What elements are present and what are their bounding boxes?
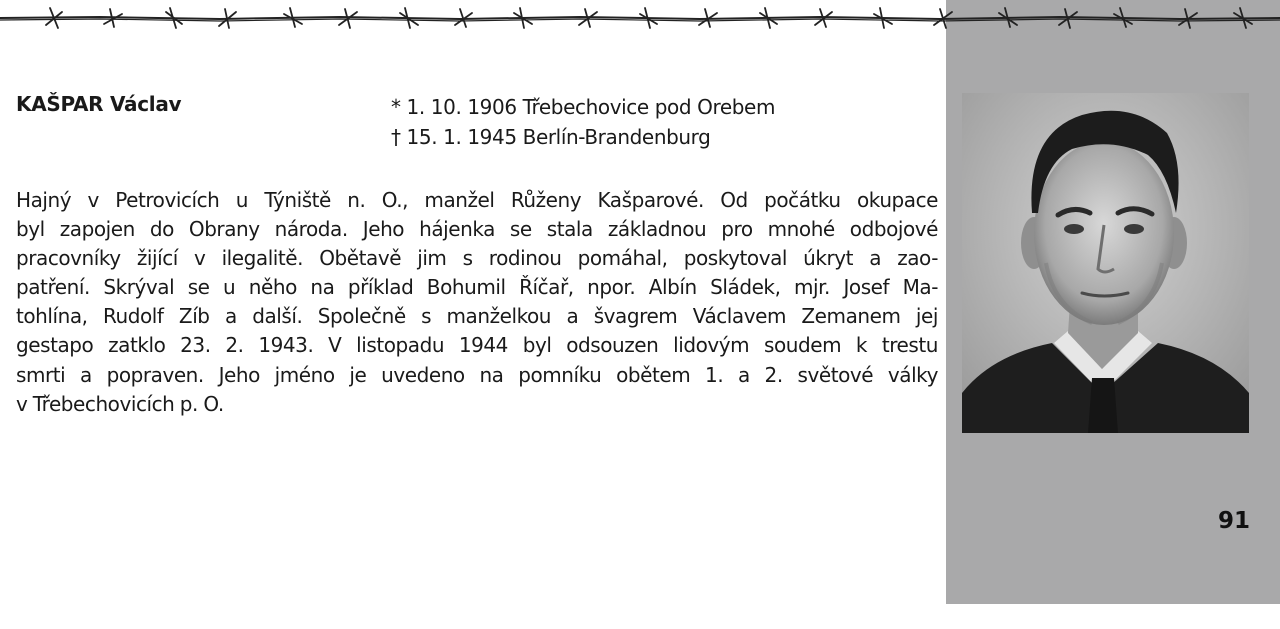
biography-line: patření. Skrýval se u něho na příklad Bohumil Říčař, npor. Albín Sládek, mjr. Josef Ma- <box>16 275 938 300</box>
biography-line: Hajný v Petrovicích u Týniště n. O., manžel Růženy Kašparové. Od počátku okupace <box>16 188 938 212</box>
biography <box>16 186 938 419</box>
biography-line: smrti a popraven. Jeho jméno je uvedeno na pomníku obětem 1. a 2. světové války <box>16 362 938 387</box>
birth-date: * 1. 10. 1906 Třebechovice pod Orebem <box>391 95 776 119</box>
person-name: KAŠPAR Václav <box>16 92 182 116</box>
death-date: † 15. 1. 1945 Berlín-Brandenburg <box>391 125 711 149</box>
biography-line: byl zapojen do Obrany národa. Jeho hájenka se stala základnou pro mnohé odbojové <box>16 217 938 242</box>
biography-line: v Třebechovicích p. O. <box>16 391 224 416</box>
biography-line: gestapo zatklo 23. 2. 1943. V listopadu 1944 byl odsouzen lidovým soudem k trestu <box>16 333 938 358</box>
page-number: 91 <box>1217 508 1250 534</box>
portrait-photo <box>962 93 1249 433</box>
biography-line: pracovníky žijící v ilegalitě. Obětavě jim s rodinou pomáhal, poskytoval úkryt a zao- <box>16 246 938 271</box>
biography-line: tohlína, Rudolf Zíb a další. Společně s manželkou a švagrem Václavem Zemanem jej <box>16 304 938 329</box>
life-dates <box>391 92 775 152</box>
barbed-wire-icon <box>0 0 1280 36</box>
